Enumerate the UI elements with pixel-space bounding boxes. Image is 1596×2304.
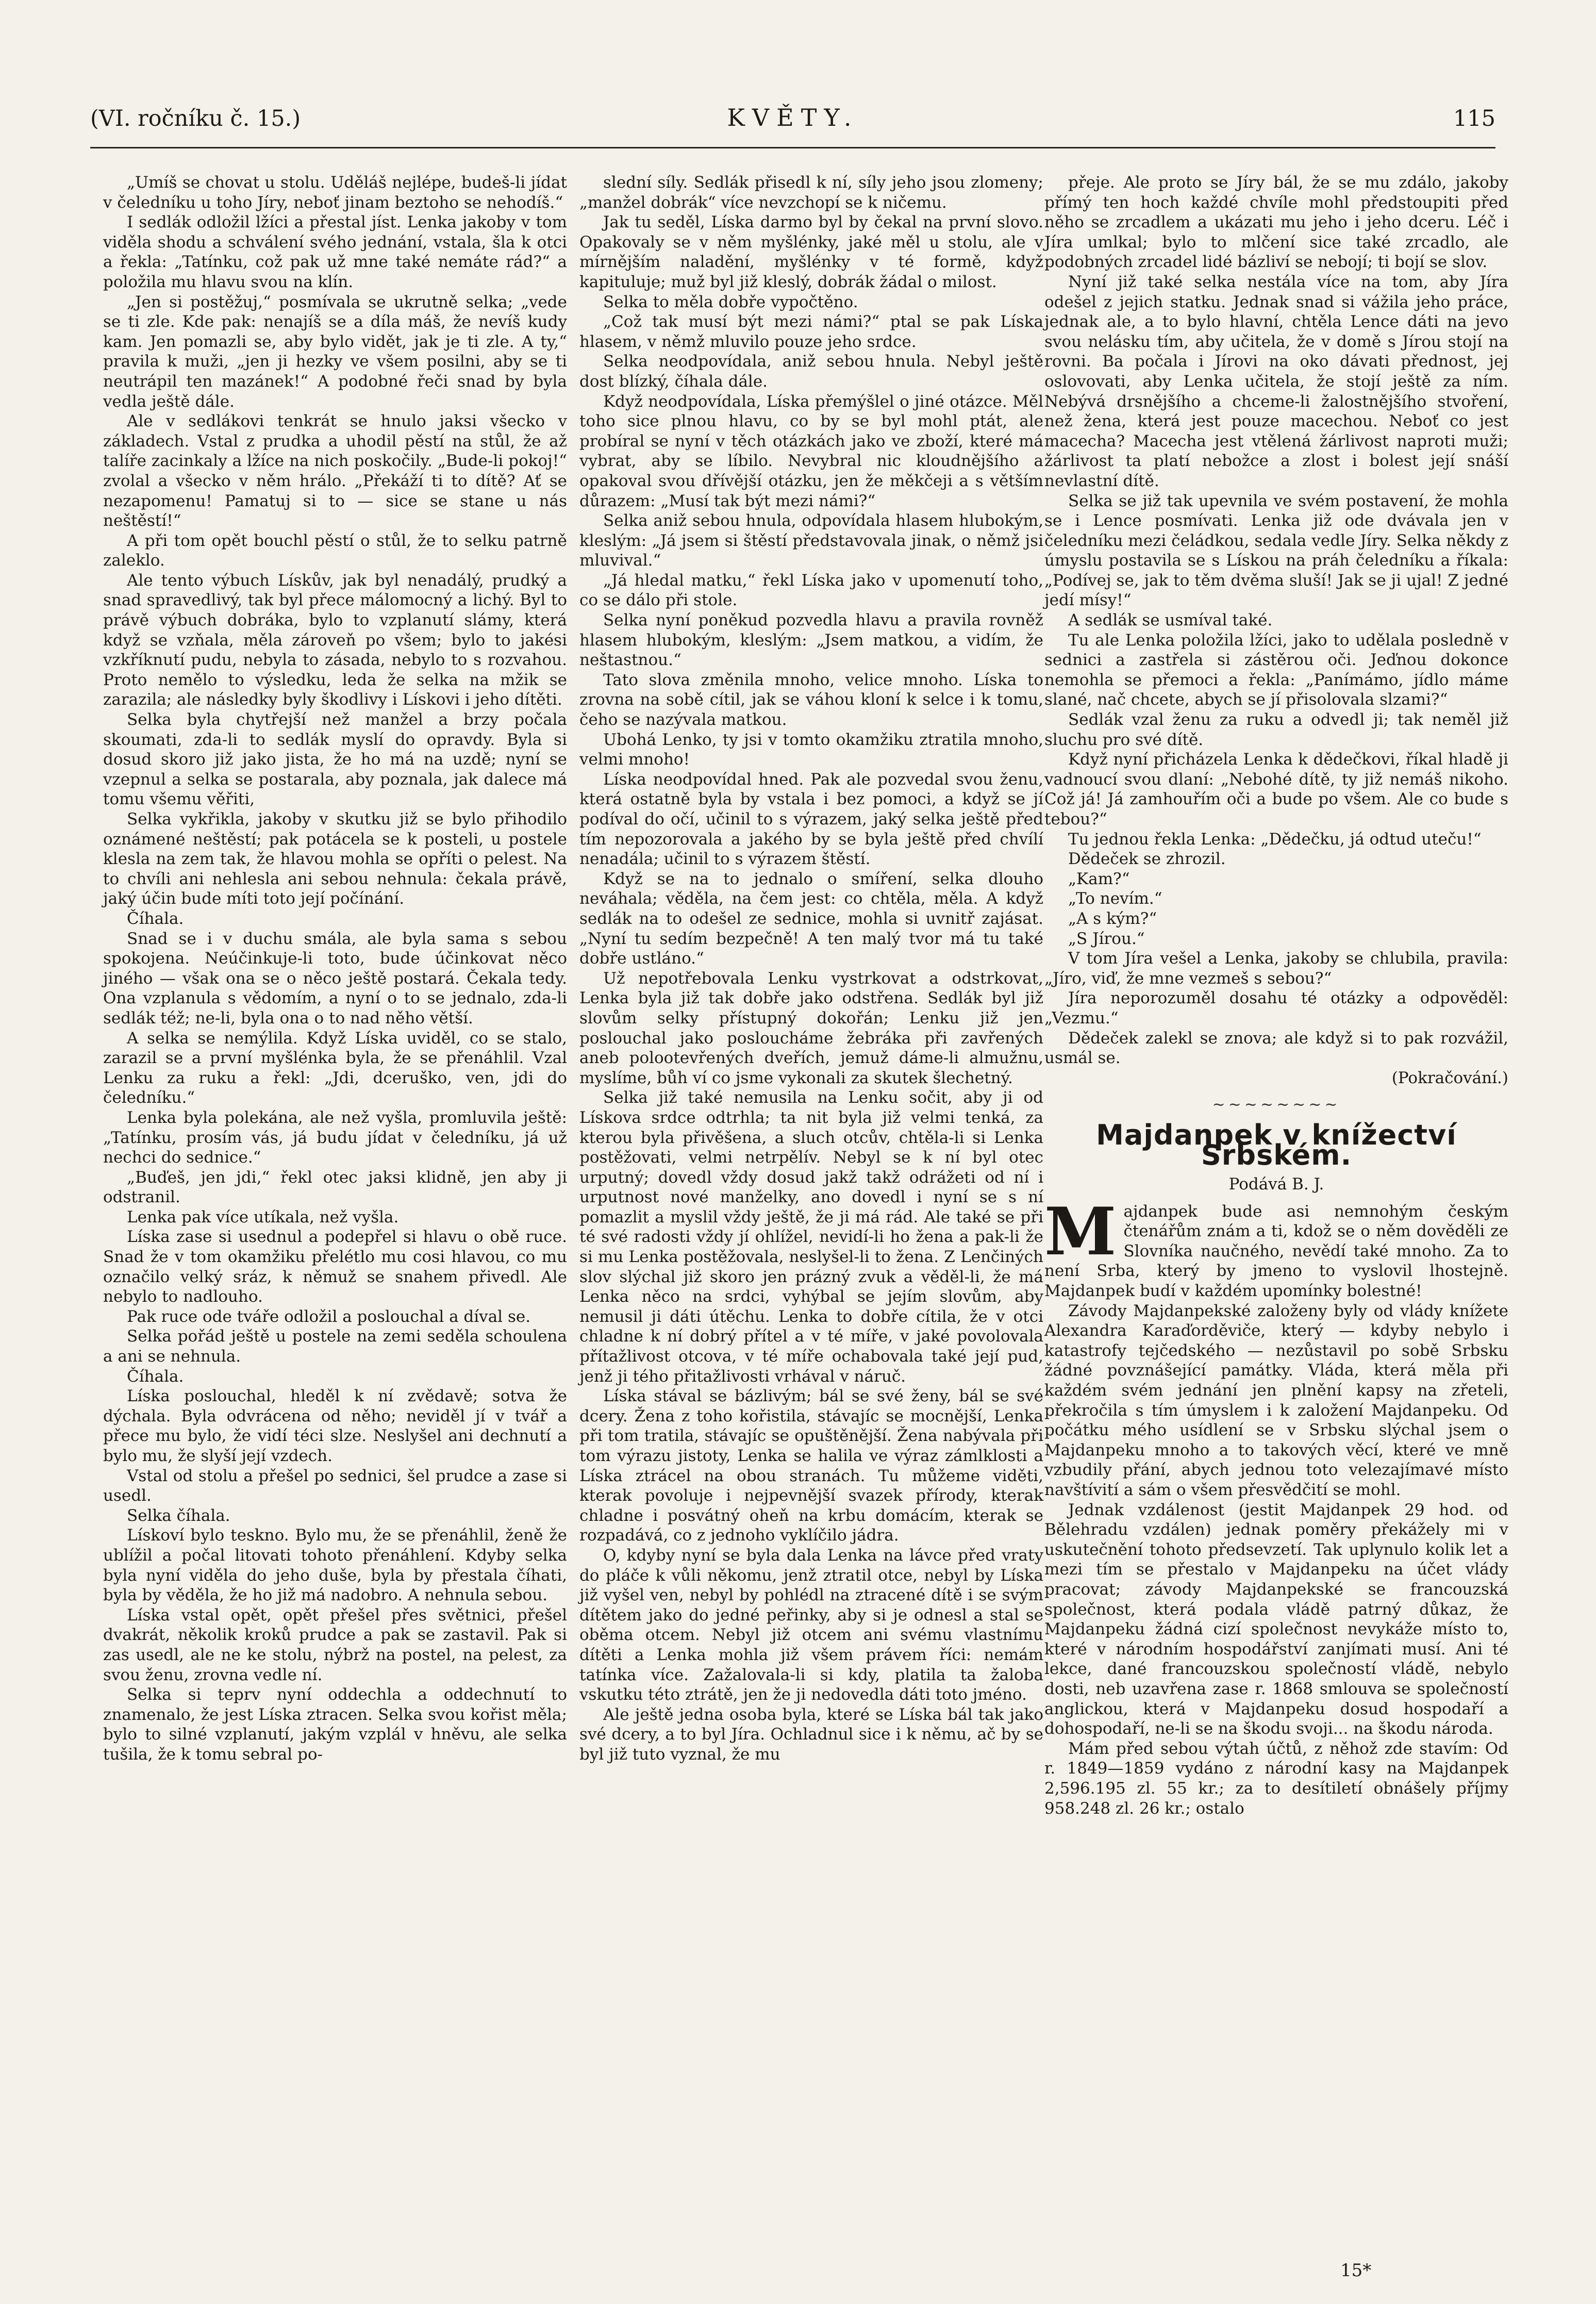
article-byline: Podává B. J. [1228,1175,1324,1194]
article-text: ajdanpek bude asi nemnohým českým čtenářům znám a ti, kdož se o něm dověděli ze Slovníka naučného, nevědí také mnoho. Za to není Srba, který by jmeno to vyslovil lhostejně. Majdanpek budí v každém upomínky bolestné! [1044,1202,1508,1301]
article-paragraph: Mám před sebou výtah účtů, z něhož zde stavím: Od r. 1849—1859 vydáno z národní kasy na Majdanpek 2,596.195 zl. 55 kr.; za to desítiletí obnášely příjmy 958.248 zl. 26 kr.; ostalo [1044,1739,1508,1818]
journal-title: KVĚTY. [727,104,859,131]
signature-mark: 15* [1340,2260,1372,2281]
paragraph: Když nyní přicházela Lenka k dědečkovi, říkal hladě ji vadnoucí svou dlaní: „Nebohé dítě, ty již nemáš nikoho. Což já! Já zamhouřím oči a bude po všem. Ale co bude s tebou?“ [1044,750,1508,828]
paragraph: Selka vykřikla, jakoby v skutku již se bylo přihodilo oznámené neštěstí; pak potácela se k posteli, u postele klesla na zem tak, že hlavou mohla se opříti o pelest. Na to chvíli ani nehlesla ani sebou nehnula: čekala právě, jaký účin bude míti toto její počínání. [103,810,567,908]
paragraph: Už nepotřebovala Lenku vystrkovat a odstrkovat, Lenka byla již tak dobře jako odstřena. Sedlák byl již slovům selky přístupný dokořán; Lenku již jen poslouchal jako posloucháme žebráka při zavřených aneb polootevřených dveřích, jemuž dáme-li almužnu, myslíme, bůh ví co jsme vykonali za skutek šlechetný. [579,969,1043,1087]
column-1 [103,173,567,1765]
paragraph: Selka byla chytřejší než manžel a brzy počala skoumati, zda-li to sedlák myslí do opravdy. Byla si dosud skoro již jako jista, že ho má na uzdě; nyní se vzepnul a selka se postarala, aby poznala, jak dalece má tomu všemu věřiti, [103,710,567,809]
paragraph: Selka nyní poněkud pozvedla hlavu a pravila rovněž hlasem hlubokým, kleslým: „Jsem matkou, a vidím, že neštastnou.“ [579,611,1043,670]
paragraph: Selka číhala. [127,1506,230,1525]
paragraph: A selka se nemýlila. Když Líska uviděl, co se stalo, zarazil se a první myšlénka byla, že se přenáhlil. Vzal Lenku za ruku a řekl: „Jdi, dceruško, ven, jdi do čeledníku.“ [103,1029,567,1107]
paragraph: Vstal od stolu a přešel po sednici, šel prudce a zase si usedl. [103,1466,567,1505]
paragraph: „Což tak musí být mezi námi?“ ptal se pak Líska hlasem, v němž mluvilo pouze jeho srdce. [579,312,1043,351]
paragraph: Ubohá Lenko, ty jsi v tomto okamžiku ztratila mnoho, velmi mnoho! [579,730,1043,769]
paragraph: Líska poslouchal, hleděl k ní zvědavě; sotva že dýchala. Byla odvrácena od něho; neviděl jí v tvář a přece mu bylo, že vidí téci slze. Neslyšel ani dechnutí a bylo mu, že slyší její vzdech. [103,1387,567,1465]
paragraph: Selka již také nemusila na Lenku sočit, aby ji od Lískova srdce odtrhla; ta nit byla již velmi tenká, za kterou byla přivěšena, a sluch otcův, chtěla-li si Lenka postěžovati, velmi netrpělív. Nebyl se k ní byl otec urputný; dovedl vždy dosud jakž takž odrážeti od ní i urputnost nové manželky, ano dovedl i nyní se s ní pomazlit a myslil vždy ještě, že ji má rád. Ale také se při té své radosti vždy jí ohlížel, nevidí-li ho žena a pak-li že si mu Lenka postěžovala, neslyšel-li to žena. Z Lenčiných slov slýchal již skoro jen prázný zvuk a věděl-li, že má Lenka něco na srdci, vyhýbal se jejím slovům, aby nemusil ji dáti útěchu. Lenka to dobře cítila, že v otci chladne k ní dobrý přítel a v té míře, v jaké povolovala přítažlivost otcova, v té míře ochabovala také její pud, jenž ji tého přitažlivosti vrhával v náruč. [579,1088,1043,1386]
paragraph: Ale ještě jedna osoba byla, které se Líska bál tak jako své dcery, a to byl Jíra. Ochladnul sice i k němu, ač by se byl již tuto vyznal, že mu [579,1705,1043,1764]
paragraph: O, kdyby nyní se byla dala Lenka na lávce před vraty do pláče k vůli někomu, jenž ztratil otce, nebyl by Líska již vyšel ven, nebyl by pohlédl na ztracené dítě i se svým dítětem jako do jedné peřinky, aby si je odnesl a stal se oběma otcem. Nebyl již otcem ani svému vlastnímu dítěti a Lenka mohla již všem právem říci: nemám tatínka více. Zažalovala-li si kdy, platila ta žaloba vskutku této ztrátě, jen že ji nedovedla dáti toto jméno. [579,1546,1043,1704]
column-2 [579,173,1043,1765]
paragraph: Číhala. [127,909,184,928]
paragraph: Líska neodpovídal hned. Pak ale pozvedal svou ženu, která ostatně byla by vstala i bez pomoci, a když se jí podíval do očí, učinil to s výrazem, jaký selka ještě před tím nepozorovala a jakého by se byla ještě před chvílí nenadála; učinil to s výrazem štěstí. [579,770,1043,869]
header-rule [90,147,1495,148]
column-3 [1044,173,1508,1818]
paragraph: Líska zase si usednul a podepřel si hlavu o obě ruce. Snad že v tom okamžiku přelétlo mu cosi hlavou, co mu označilo velký sráz, k němuž se snahem přivedl. Ale nebylo to nadlouho. [103,1228,567,1306]
paragraph: Číhala. [127,1367,184,1386]
paragraph: Ale v sedlákovi tenkrát se hnulo jaksi všecko v základech. Vstal z prudka a uhodil pěstí na stůl, že až talíře zacinkaly a lžíce na nich poskočily. „Bude-li pokoj!“ zvolal a všecko v něm hrálo. „Překáží ti to dítě? Ať se nezapomenu! Pamatuj si to — sice se stane u nás neštěstí!“ [103,412,567,531]
paragraph: V tom Jíra vešel a Lenka, jakoby se chlubila, pravila: „Jíro, viď, že mne vezmeš s sebou?“ [1044,949,1508,988]
paragraph: slední síly. Sedlák přisedl k ní, síly jeho jsou zlomeny; „manžel dobrák“ více nevzchopí se k ničemu. [579,173,1043,212]
paragraph: Snad se i v duchu smála, ale byla sama s sebou spokojena. Neúčinkuje-li toto, bude účinkovat něco jiného — však ona se o něco ještě postará. Čekala tedy. Ona vzplanula s vědomím, a nyní o to se jednalo, zda-li sedlák též; ne-li, byla ona o to nad něho větší. [103,929,567,1027]
paragraph: A sedlák se usmíval také. [1068,611,1273,630]
paragraph: Sedlák vzal ženu za ruku a odvedl ji; tak neměl již sluchu pro své dítě. [1044,710,1508,749]
paragraph: „Umíš se chovat u stolu. Uděláš nejlépe, budeš-li jídat v čeledníku u toho Jíry, neboť jinam beztoho se nehodíš.“ [103,173,567,212]
paragraph: „S Jírou.“ [1068,929,1145,948]
paragraph: Selka aniž sebou hnula, odpovídala hlasem hlubokým, kleslým: „Já jsem si štěstí představovala jinak, o němž jsi mluvival.“ [579,511,1043,570]
article-paragraph: Závody Majdanpekské založeny byly od vlády knížete Alexandra Karaďorděviče, který — kdyby nebylo i katastrofy tejčedského — nezůstavil po sobě Srbsku žádné povznášející památky. Vláda, která měla při každém svém jednání jen plnění kapsy na zřeteli, překročila s tím úmyslem i k založení Majdanpeku. Od počátku mého usídlení se v Srbsku slýchal jsem o Majdanpeku mnoho a to takových věcí, které ve mně vzbudily přání, abych jednou toto velezajímavé místo navštívití a sám o všem přesvědčití se mohl. [1044,1301,1508,1499]
article-paragraph [1044,1193,1508,1301]
paragraph: „Já hledal matku,“ řekl Líska jako v upomenutí toho, co se dálo při stole. [579,571,1043,610]
paragraph: Dědeček se zhrozil. [1068,850,1226,869]
paragraph: Ale tento výbuch Lískův, jak byl nenadálý, prudký a snad spravedlivý, tak byl přece málomocný a lichý. Byl to právě výbuch dobráka, bylo to vzplanutí slámy, která když se vzňala, měla zároveň po všem; bylo to jakési vzkříknutí pudu, nebyla to zásada, nebylo to s rozvahou. Proto nemělo to výsledku, leda že selka na mžik se zarazila; ale následky byly škodlivy i Lískovi i jeho dítěti. [103,571,567,709]
paragraph: „To nevím.“ [1068,889,1162,908]
page-header [90,106,1495,142]
article-paragraph: Jednak vzdálenost (jestit Majdanpek 29 hod. od Bělehradu vzdálen) jednak poměry překážely mi v uskutečnění tohoto předsevzetí. Tak uplynulo kolik let a mezi tím se přestalo v Majdanpeku na účet vlády pracovat; závody Majdanpekské se francouzská společnost, která podala vládě patrný důkaz, že Majdanpeku žádná cizí společnost nevykáže místo to, které v národním hospodářství zanjímati musí. Ani té lekce, dané francouzskou společností vládě, nebylo dosti, neb uzavřena zase r. 1868 smlouva se společností anglickou, která v Majdanpeku dosud hospodaří a dohospodaří, ne-li se na škodu svoji... na škodu národa. [1044,1500,1508,1738]
paragraph: Jíra neporozuměl dosahu té otázky a odpověděl: „Vezmu.“ [1044,989,1508,1027]
paragraph: I sedlák odložil lžíci a přestal jíst. Lenka jakoby v tom viděla shodu a schválení svého jednání, vstala, šla k otci a řekla: „Tatínku, což pak už mne také nemáte rád?“ a položila mu hlavu svou na klín. [103,213,567,291]
paragraph: Selka se již tak upevnila ve svém postavení, že mohla se i Lence posmívati. Lenka již ode dvávala jen v čeledníku mezi čeládkou, sedala vedle Jíry. Selka někdy z úmyslu postavila se s Lískou na práh čeledníku a říkala: „Podívej se, jak to těm dvěma sluší! Jak se ji ujal! Z jedné jedí mísy!“ [1044,491,1508,610]
paragraph: Lenka byla polekána, ale než vyšla, promluvila ještě: „Tatínku, prosím vás, já budu jídat v čeledníku, já už nechci do sednice.“ [103,1108,567,1167]
paragraph: Líska stával se bázlivým; bál se své ženy, bál se své dcery. Žena z toho kořistila, stávajíc se mocnější, Lenka při tom tratila, stávajíc se opuštěnější. Žena nabývala při tom výrazu jistoty, Lenka se halila ve výraz zámlklosti a Líska ztrácel na obou stranách. Tu můžeme viděti, kterak povoluje i nejpevnější svazek přírody, kterak chladne i posvátný oheň na krbu domácím, kterak se rozpadává, co z jednoho vyklíčilo jádra. [579,1387,1043,1545]
volume-label: (VI. ročníku č. 15.) [90,106,301,131]
paragraph: Tu jednou řekla Lenka: „Dědečku, já odtud uteču!“ [1068,830,1482,849]
paragraph: „Buďeš, jen jdi,“ řekl otec jaksi klidně, jen aby ji odstranil. [103,1168,567,1207]
paragraph: přeje. Ale proto se Jíry bál, že se mu zdálo, jakoby přímý ten hoch každé chvíle mohl předstoupiti před něho se zrcadlem a ukázati mu jeho i jeho dceru. Léč i Jíra umlkal; bylo to mlčení sice také zrcadlo, ale podobných zrcadel lidé bázliví se nebojí; ti bojí se slov. [1044,173,1508,272]
paragraph: „Kam?“ [1068,869,1130,888]
paragraph: Tato slova změnila mnoho, velice mnoho. Líska to zrovna na sobě cítil, jak se váhou kloní k selce i k tomu, čeho se nazývala matkou. [579,670,1043,730]
paragraph: Selka to měla dobře vypočtěno. [603,292,858,311]
continuation-note: (Pokračování.) [1391,1068,1508,1087]
paragraph: „A s kým?“ [1068,909,1157,928]
paragraph: Selka si teprv nyní oddechla a oddechnutí to znamenalo, že jest Líska ztracen. Selka svou kořist měla; bylo to silné vzplanutí, jakým vzplál v hněvu, ale selka tušila, že k tomu sebral po- [103,1685,567,1764]
paragraph: A při tom opět bouchl pěstí o stůl, že to selku patrně zaleklo. [103,531,567,570]
paragraph: Když neodpovídala, Líska přemýšlel o jiné otázce. Měl toho sice plnou hlavu, co by se byl mohl ptát, ale probíral se nyní v těch otázkách jako ve zboží, které má vybrat, aby se líbilo. Nevybral nic kloudnějšího a opakoval svou dřívější otázku, jen že měkčeji a s větším důrazem: „Musí tak být mezi námi?“ [579,392,1043,510]
paragraph: Když se na to jednalo o smíření, selka dlouho neváhala; věděla, na čem jest: co chtěla, měla. A když sedlák na to odešel ze sednice, mohla si uvnitř zajásat. „Nyní tu sedím bezpečně! A ten malý tvor má tu také dobře ustláno.“ [579,869,1043,968]
paragraph: „Jen si postěžuj,“ posmívala se ukrutně selka; „vede se ti zle. Kde pak: nenajíš se a díla máš, že nevíš kudy kam. Jen pomazli se, aby bylo vidět, jak je ti zle. A ty,“ pravila k muži, „jen ji hezky ve všem posilni, aby se ti neutrápil ten mazánek!“ A podobné řeči snad by byla vedla ještě dále. [103,292,567,411]
article-title: Majdanpek v knížectví Srbském. [1096,1118,1457,1171]
page-number: 115 [1453,106,1495,131]
paragraph: Selka neodpovídala, aniž sebou hnula. Nebyl ještě dost blízký, číhala dále. [579,352,1043,391]
paragraph: Pak ruce ode tváře odložil a poslouchal a díval se. [127,1307,531,1326]
ornamental-divider: ~~~~~~~~ [1212,1096,1341,1114]
paragraph: Líska vstal opět, opět přešel přes světnici, přešel dvakrát, několik kroků prudce a pak se zastavil. Pak si zas usedl, ale ne ke stolu, nýbrž na postel, na pelest, za svou ženu, zrovna vedle ní. [103,1605,567,1684]
paragraph: Jak tu seděl, Líska darmo byl by čekal na první slovo. Opakovaly se v něm myšlénky, jaké měl u stolu, ale v mírnějším naladění, myšlénky v té formě, když kapituluje; muž byl již kleslý, dobrák žádal o milost. [579,213,1043,291]
paragraph: Lískoví bylo teskno. Bylo mu, že se přenáhlil, ženě že ublížil a počal litovati tohoto přenáhlení. Kdyby selka byla nyní viděla do jeho duše, byla by přestala číhati, byla by věděla, že ho již má nadobro. A nehnula sebou. [103,1526,567,1605]
paragraph: Lenka pak více utíkala, než vyšla. [127,1207,399,1226]
paragraph: Dědeček zalekl se znova; ale když si to pak rozvážil, usmál se. [1044,1029,1508,1068]
paragraph: Tu ale Lenka položila lžíci, jako to udělala posledně v sednici a zastřela si zástěrou oči. Jeďnou dokonce nemohla se přemoci a řekla: „Panímámo, jídlo máme slané, nač chcete, abych se jí přisolovala slzami?“ [1044,631,1508,709]
paragraph: Selka pořád ještě u postele na zemi seděla schoulena a ani se nehnula. [103,1327,567,1366]
drop-cap: M [1044,1193,1117,1270]
paragraph: Nyní již také selka nestála více na tom, aby Jíra odešel z jejich statku. Jednak snad si vážila jeho práce, jednak ale, a to bylo hlavní, chtěla Lence dáti na jevo svou nelásku tím, aby učitela, že v domě s Jírou stojí na rovni. Ba počala i Jírovi na oko dávati přednost, jej oslovovati, aby Lenka učitela, že stojí ještě za ním. Nebývá drsnějšího a chceme-li žalostnějšího stvoření, než žena, která jest pouze macechou. Neboť co jest macecha? Macecha jest vtělená žárlivost naproti muži; žárlivost ta platí nebožce a zlost i bolest její snáší nevlastní dítě. [1044,272,1508,490]
